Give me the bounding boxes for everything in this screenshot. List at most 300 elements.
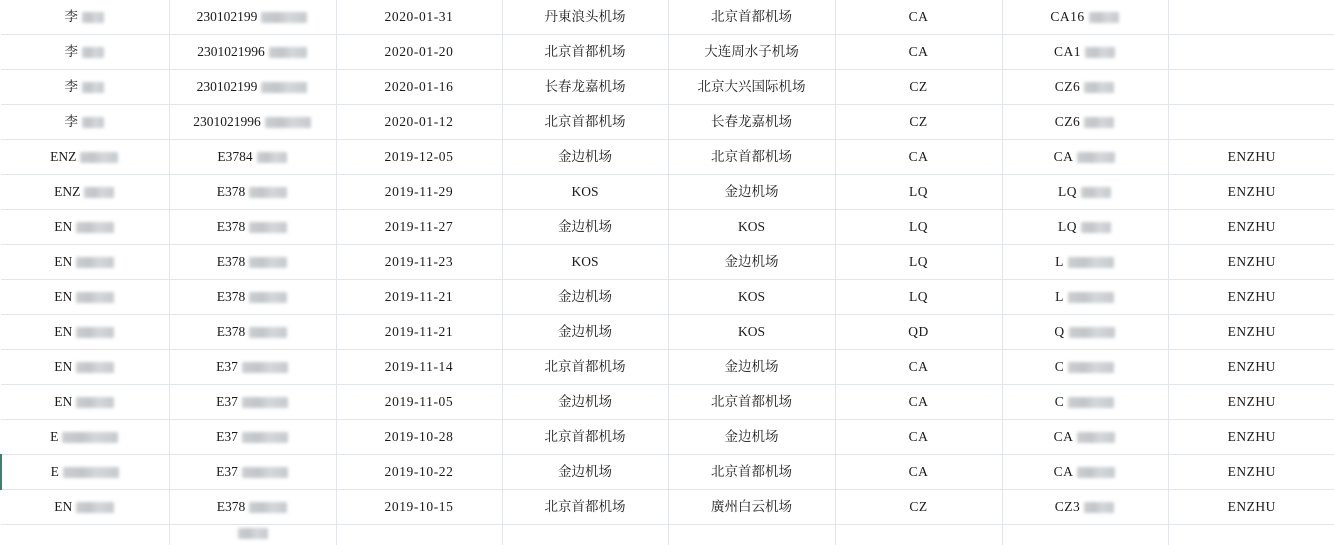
cell-airline-code xyxy=(835,0,1002,35)
cell-operator-user xyxy=(1168,280,1334,315)
cell-departure-airport-inner xyxy=(545,10,626,25)
table-row[interactable] xyxy=(1,70,1334,105)
cell-departure-airport-inner xyxy=(571,255,598,270)
cell-flight-number-inner xyxy=(1054,325,1115,340)
cell-passenger-name-text: 李 xyxy=(65,80,79,95)
cell-airline-code xyxy=(835,280,1002,315)
cell-airline-code-inner xyxy=(909,220,928,235)
cell-departure-airport-text: KOS xyxy=(571,255,598,270)
cell-flight-number-text: LQ xyxy=(1058,185,1077,200)
cell-arrival-airport-text: 北京首都机场 xyxy=(711,395,792,410)
cell-arrival-airport xyxy=(668,490,835,525)
cell-passenger-name xyxy=(1,490,169,525)
cell-flight-date-inner xyxy=(385,290,454,305)
table-row[interactable] xyxy=(1,385,1334,420)
cell-arrival-airport-inner xyxy=(725,360,779,375)
redaction-block xyxy=(80,152,118,163)
cell-passenger-name-inner xyxy=(54,360,115,375)
cell-airline-code-inner xyxy=(909,10,929,25)
cell-flight-number-inner xyxy=(1050,10,1119,25)
cell-flight-number-text: CZ3 xyxy=(1055,500,1081,515)
cell-passenger-name-text: E xyxy=(50,430,58,445)
cell-id-number-inner xyxy=(197,10,309,25)
redaction-block xyxy=(1089,12,1119,23)
cell-passenger-name-text: EN xyxy=(54,255,72,270)
cell-airline-code-inner xyxy=(909,115,927,130)
cell-id-number xyxy=(169,175,336,210)
cell-departure-airport-text: 金边机场 xyxy=(558,220,612,235)
cell-airline-code-text: CA xyxy=(909,10,929,25)
cell-airline-code-text: LQ xyxy=(909,255,928,270)
cell-id-number-inner xyxy=(217,220,289,235)
cell-flight-date-text: 2019-11-23 xyxy=(385,255,454,270)
cell-passenger-name-inner xyxy=(54,255,115,270)
cell-flight-date xyxy=(336,210,502,245)
redaction-block xyxy=(76,292,114,303)
cell-flight-number-inner xyxy=(1054,45,1116,60)
cell-operator-user xyxy=(1168,490,1334,525)
cell-flight-number xyxy=(1002,245,1168,280)
cell-flight-number xyxy=(1002,70,1168,105)
cell-id-number xyxy=(169,490,336,525)
redaction-block xyxy=(76,222,114,233)
cell-arrival-airport-text: 北京首都机场 xyxy=(711,150,792,165)
cell-airline-code xyxy=(835,70,1002,105)
cell-id-number-text: E37 xyxy=(216,395,238,410)
cell-arrival-airport-text: 北京首都机场 xyxy=(711,10,792,25)
cell-passenger-name xyxy=(1,350,169,385)
cell-airline-code xyxy=(835,140,1002,175)
cell-airline-code xyxy=(835,35,1002,70)
cell-airline-code xyxy=(835,385,1002,420)
cell-departure-airport-text: 金边机场 xyxy=(558,150,612,165)
cell-departure-airport xyxy=(502,350,668,385)
redaction-block xyxy=(76,257,114,268)
cell-operator-user-text: ENZHU xyxy=(1228,360,1276,375)
redaction-block xyxy=(1069,327,1115,338)
cell-flight-date-text: 2019-11-14 xyxy=(385,360,454,375)
redaction-block xyxy=(1085,47,1115,58)
cell-passenger-name-text: 李 xyxy=(65,10,79,25)
cell-flight-number-inner xyxy=(1055,80,1116,95)
cell-flight-number-text: CA xyxy=(1054,430,1074,445)
cell-id-number-inner xyxy=(193,115,312,130)
redaction-block xyxy=(1081,222,1111,233)
table-row[interactable] xyxy=(1,175,1334,210)
cell-flight-number-text: CA xyxy=(1054,465,1074,480)
cell-flight-number-inner xyxy=(1055,395,1116,410)
redaction-block xyxy=(257,152,287,163)
cell-operator-user-inner xyxy=(1228,465,1276,480)
cell-departure-airport-inner xyxy=(545,500,626,515)
redaction-block xyxy=(265,117,311,128)
redaction-block xyxy=(82,82,104,93)
table-row[interactable] xyxy=(1,315,1334,350)
cell-passenger-name xyxy=(1,0,169,35)
cell-passenger-name xyxy=(1,35,169,70)
cell-operator-user xyxy=(1168,420,1334,455)
redaction-block xyxy=(1084,502,1114,513)
cell-flight-number-inner xyxy=(1058,220,1112,235)
table-row[interactable] xyxy=(1,105,1334,140)
redaction-block xyxy=(1068,362,1114,373)
cell-flight-date xyxy=(336,525,502,545)
cell-arrival-airport-inner xyxy=(725,185,779,200)
cell-passenger-name xyxy=(1,210,169,245)
cell-id-number-inner xyxy=(216,465,289,480)
cell-airline-code-text: CA xyxy=(909,430,929,445)
redaction-block xyxy=(82,47,104,58)
cell-operator-user xyxy=(1168,210,1334,245)
cell-operator-user xyxy=(1168,0,1334,35)
cell-flight-number-inner xyxy=(1055,115,1116,130)
table-row[interactable] xyxy=(1,140,1334,175)
cell-flight-date xyxy=(336,385,502,420)
cell-arrival-airport xyxy=(668,350,835,385)
cell-passenger-name-text: EN xyxy=(54,325,72,340)
cell-airline-code xyxy=(835,175,1002,210)
cell-id-number xyxy=(169,350,336,385)
cell-departure-airport xyxy=(502,525,668,545)
cell-flight-number-text: L xyxy=(1055,255,1064,270)
cell-operator-user-text: ENZHU xyxy=(1228,255,1276,270)
cell-arrival-airport-inner xyxy=(711,10,792,25)
redaction-block xyxy=(1084,117,1114,128)
cell-departure-airport xyxy=(502,420,668,455)
cell-departure-airport-text: 北京首都机场 xyxy=(545,115,626,130)
cell-id-number xyxy=(169,455,336,490)
redaction-block xyxy=(82,12,104,23)
cell-id-number xyxy=(169,245,336,280)
cell-passenger-name-inner xyxy=(54,185,115,200)
table-row[interactable] xyxy=(1,490,1334,525)
table-row[interactable] xyxy=(1,210,1334,245)
cell-flight-number xyxy=(1002,420,1168,455)
cell-id-number xyxy=(169,525,336,545)
cell-flight-number-inner xyxy=(1055,360,1116,375)
table-body xyxy=(1,0,1334,545)
cell-operator-user-inner xyxy=(1228,290,1276,305)
cell-airline-code-inner xyxy=(909,500,927,515)
cell-airline-code-text: LQ xyxy=(909,185,928,200)
redaction-block xyxy=(242,432,288,443)
cell-operator-user xyxy=(1168,35,1334,70)
cell-arrival-airport xyxy=(668,70,835,105)
cell-id-number-inner xyxy=(216,430,289,445)
cell-flight-date-inner xyxy=(385,45,454,60)
cell-id-number-inner xyxy=(217,290,289,305)
cell-airline-code-text: CA xyxy=(909,150,929,165)
cell-flight-date-inner xyxy=(385,395,454,410)
cell-arrival-airport xyxy=(668,280,835,315)
cell-arrival-airport-inner xyxy=(698,80,806,95)
cell-arrival-airport-inner xyxy=(711,500,792,515)
redaction-block xyxy=(1077,152,1115,163)
cell-airline-code-text: CA xyxy=(909,465,929,480)
cell-flight-number-text: CA1 xyxy=(1054,45,1081,60)
cell-id-number-text: 2301021996 xyxy=(197,45,265,60)
cell-airline-code-text: LQ xyxy=(909,220,928,235)
cell-departure-airport xyxy=(502,455,668,490)
cell-id-number xyxy=(169,280,336,315)
cell-operator-user-inner xyxy=(1228,395,1276,410)
redaction-block xyxy=(1077,467,1115,478)
cell-flight-date-inner xyxy=(385,430,454,445)
redaction-block xyxy=(76,502,114,513)
cell-departure-airport-text: 长春龙嘉机场 xyxy=(545,80,626,95)
cell-airline-code-text: CA xyxy=(909,395,929,410)
redaction-block xyxy=(249,327,287,338)
table-row[interactable] xyxy=(1,420,1334,455)
cell-airline-code-inner xyxy=(909,465,929,480)
cell-operator-user-text: ENZHU xyxy=(1228,185,1276,200)
cell-passenger-name-inner xyxy=(50,430,119,445)
redaction-block xyxy=(261,12,307,23)
cell-departure-airport-inner xyxy=(571,185,598,200)
cell-departure-airport-inner xyxy=(545,430,626,445)
cell-arrival-airport-text: 金边机场 xyxy=(725,360,779,375)
cell-operator-user-inner xyxy=(1228,325,1276,340)
cell-airline-code xyxy=(835,210,1002,245)
cell-flight-number xyxy=(1002,35,1168,70)
cell-departure-airport-text: 丹東浪头机场 xyxy=(545,10,626,25)
cell-airline-code-text: LQ xyxy=(909,290,928,305)
table-row[interactable] xyxy=(1,280,1334,315)
redaction-block xyxy=(82,117,104,128)
cell-flight-date xyxy=(336,280,502,315)
cell-passenger-name xyxy=(1,175,169,210)
redaction-block xyxy=(76,397,114,408)
cell-flight-date-text: 2019-11-05 xyxy=(385,395,454,410)
cell-id-number-text: E378 xyxy=(217,255,246,270)
cell-arrival-airport xyxy=(668,175,835,210)
cell-flight-number-text: C xyxy=(1055,360,1065,375)
cell-passenger-name-inner xyxy=(51,465,120,480)
cell-id-number-inner xyxy=(197,45,308,60)
cell-operator-user xyxy=(1168,350,1334,385)
redaction-block xyxy=(1077,432,1115,443)
cell-operator-user-inner xyxy=(1228,500,1276,515)
cell-departure-airport xyxy=(502,280,668,315)
cell-id-number-text: 230102199 xyxy=(197,80,258,95)
cell-arrival-airport-text: 北京大兴国际机场 xyxy=(698,80,806,95)
cell-id-number-text: E378 xyxy=(217,290,246,305)
cell-id-number-inner xyxy=(216,395,289,410)
cell-passenger-name-text: EN xyxy=(54,500,72,515)
cell-id-number-inner xyxy=(216,360,289,375)
cell-arrival-airport-text: 北京首都机场 xyxy=(711,465,792,480)
cell-flight-date-inner xyxy=(385,325,454,340)
redaction-block xyxy=(84,187,114,198)
cell-arrival-airport-text: 金边机场 xyxy=(725,185,779,200)
cell-departure-airport xyxy=(502,210,668,245)
cell-arrival-airport-inner xyxy=(711,150,792,165)
cell-flight-date-inner xyxy=(385,185,454,200)
cell-arrival-airport xyxy=(668,525,835,545)
cell-flight-date-inner xyxy=(385,115,454,130)
cell-id-number xyxy=(169,70,336,105)
cell-operator-user xyxy=(1168,70,1334,105)
cell-departure-airport xyxy=(502,490,668,525)
cell-arrival-airport-inner xyxy=(711,115,792,130)
cell-arrival-airport-inner xyxy=(738,220,765,235)
cell-flight-date-text: 2019-11-29 xyxy=(385,185,454,200)
cell-airline-code xyxy=(835,245,1002,280)
cell-arrival-airport-inner xyxy=(704,45,799,60)
cell-flight-number-text: CZ6 xyxy=(1055,80,1081,95)
cell-passenger-name-text: E xyxy=(51,465,59,480)
cell-passenger-name xyxy=(1,105,169,140)
redaction-block xyxy=(242,362,288,373)
cell-arrival-airport-text: 大连周水子机场 xyxy=(704,45,799,60)
cell-operator-user xyxy=(1168,385,1334,420)
cell-departure-airport-text: 北京首都机场 xyxy=(545,430,626,445)
cell-departure-airport xyxy=(502,315,668,350)
redaction-block xyxy=(62,432,118,443)
cell-passenger-name-inner xyxy=(54,500,115,515)
cell-passenger-name-text: 李 xyxy=(65,45,79,60)
table-row[interactable] xyxy=(1,35,1334,70)
cell-passenger-name-text: EN xyxy=(54,290,72,305)
cell-arrival-airport-text: 金边机场 xyxy=(725,430,779,445)
cell-flight-number-inner xyxy=(1054,150,1117,165)
cell-id-number-text: E37 xyxy=(216,360,238,375)
cell-airline-code-inner xyxy=(909,150,929,165)
table-row-partial[interactable] xyxy=(1,525,1334,545)
cell-passenger-name-text: ENZ xyxy=(54,185,80,200)
table-row[interactable] xyxy=(1,245,1334,280)
cell-flight-number-text: L xyxy=(1055,290,1064,305)
cell-id-number-inner xyxy=(217,325,289,340)
cell-airline-code xyxy=(835,420,1002,455)
cell-id-number-text: E3784 xyxy=(217,150,252,165)
cell-arrival-airport-inner xyxy=(711,395,792,410)
cell-airline-code-inner xyxy=(909,395,929,410)
cell-arrival-airport xyxy=(668,315,835,350)
cell-flight-number xyxy=(1002,0,1168,35)
cell-arrival-airport-text: KOS xyxy=(738,220,765,235)
cell-passenger-name-inner xyxy=(54,395,115,410)
cell-id-number-text: 230102199 xyxy=(197,10,258,25)
cell-flight-date-text: 2019-11-21 xyxy=(385,325,454,340)
cell-flight-number-inner xyxy=(1054,465,1117,480)
cell-flight-number xyxy=(1002,490,1168,525)
cell-flight-number xyxy=(1002,315,1168,350)
table-row[interactable] xyxy=(1,350,1334,385)
cell-flight-date xyxy=(336,420,502,455)
redaction-block xyxy=(249,502,287,513)
cell-flight-date-text: 2020-01-20 xyxy=(385,45,454,60)
cell-arrival-airport-text: KOS xyxy=(738,325,765,340)
cell-departure-airport-text: 金边机场 xyxy=(558,395,612,410)
cell-arrival-airport xyxy=(668,0,835,35)
table-row[interactable] xyxy=(1,0,1334,35)
cell-flight-number xyxy=(1002,175,1168,210)
cell-operator-user-text: ENZHU xyxy=(1228,500,1276,515)
cell-flight-date-inner xyxy=(385,150,454,165)
cell-arrival-airport-inner xyxy=(725,255,779,270)
cell-flight-date-text: 2020-01-12 xyxy=(385,115,454,130)
cell-id-number-text: E37 xyxy=(216,430,238,445)
cell-flight-number-text: Q xyxy=(1054,325,1064,340)
cell-operator-user-text: ENZHU xyxy=(1228,220,1276,235)
cell-departure-airport xyxy=(502,385,668,420)
table-row[interactable] xyxy=(1,455,1334,490)
cell-flight-date xyxy=(336,175,502,210)
redaction-block xyxy=(261,82,307,93)
cell-departure-airport xyxy=(502,105,668,140)
cell-airline-code-inner xyxy=(909,45,929,60)
redaction-block xyxy=(1081,187,1111,198)
cell-operator-user xyxy=(1168,245,1334,280)
cell-airline-code-text: CZ xyxy=(909,80,927,95)
cell-operator-user-inner xyxy=(1228,360,1276,375)
cell-flight-date-text: 2019-12-05 xyxy=(385,150,454,165)
cell-flight-number xyxy=(1002,210,1168,245)
cell-departure-airport-inner xyxy=(558,290,612,305)
cell-airline-code-text: CZ xyxy=(909,115,927,130)
cell-flight-date xyxy=(336,0,502,35)
cell-flight-number-text: LQ xyxy=(1058,220,1077,235)
cell-id-number-inner xyxy=(217,185,289,200)
cell-flight-number-text: CA16 xyxy=(1050,10,1084,25)
cell-flight-date-inner xyxy=(385,80,454,95)
cell-departure-airport-inner xyxy=(558,465,612,480)
cell-operator-user xyxy=(1168,175,1334,210)
cell-airline-code-inner xyxy=(909,430,929,445)
cell-id-number xyxy=(169,105,336,140)
cell-flight-number xyxy=(1002,385,1168,420)
cell-flight-number xyxy=(1002,280,1168,315)
cell-arrival-airport-inner xyxy=(738,290,765,305)
cell-flight-number xyxy=(1002,525,1168,545)
cell-arrival-airport-text: 长春龙嘉机场 xyxy=(711,115,792,130)
cell-arrival-airport xyxy=(668,140,835,175)
cell-passenger-name-text: 李 xyxy=(65,115,79,130)
cell-arrival-airport-text: KOS xyxy=(738,290,765,305)
redaction-block xyxy=(1068,292,1114,303)
redaction-block xyxy=(1084,82,1114,93)
cell-arrival-airport-inner xyxy=(711,465,792,480)
cell-departure-airport-text: 北京首都机场 xyxy=(545,500,626,515)
cell-airline-code-inner xyxy=(909,255,928,270)
cell-arrival-airport xyxy=(668,105,835,140)
cell-passenger-name xyxy=(1,245,169,280)
cell-passenger-name xyxy=(1,140,169,175)
cell-operator-user-text: ENZHU xyxy=(1228,290,1276,305)
cell-operator-user-text: ENZHU xyxy=(1228,430,1276,445)
cell-operator-user xyxy=(1168,455,1334,490)
redaction-block xyxy=(1068,257,1114,268)
cell-flight-number-text: CZ6 xyxy=(1055,115,1081,130)
redaction-block xyxy=(249,257,287,268)
cell-passenger-name-inner xyxy=(54,220,115,235)
cell-id-number-inner xyxy=(197,80,309,95)
cell-departure-airport-inner xyxy=(545,360,626,375)
cell-departure-airport-text: 金边机场 xyxy=(558,290,612,305)
cell-passenger-name xyxy=(1,525,169,545)
cell-departure-airport-inner xyxy=(558,150,612,165)
redaction-block xyxy=(242,467,288,478)
cell-departure-airport xyxy=(502,175,668,210)
cell-id-number-text: 2301021996 xyxy=(193,115,261,130)
cell-operator-user-inner xyxy=(1228,185,1276,200)
cell-airline-code xyxy=(835,315,1002,350)
cell-passenger-name-inner xyxy=(65,10,106,25)
cell-id-number-text: E378 xyxy=(217,325,246,340)
cell-flight-number-inner xyxy=(1055,255,1115,270)
cell-flight-number xyxy=(1002,455,1168,490)
